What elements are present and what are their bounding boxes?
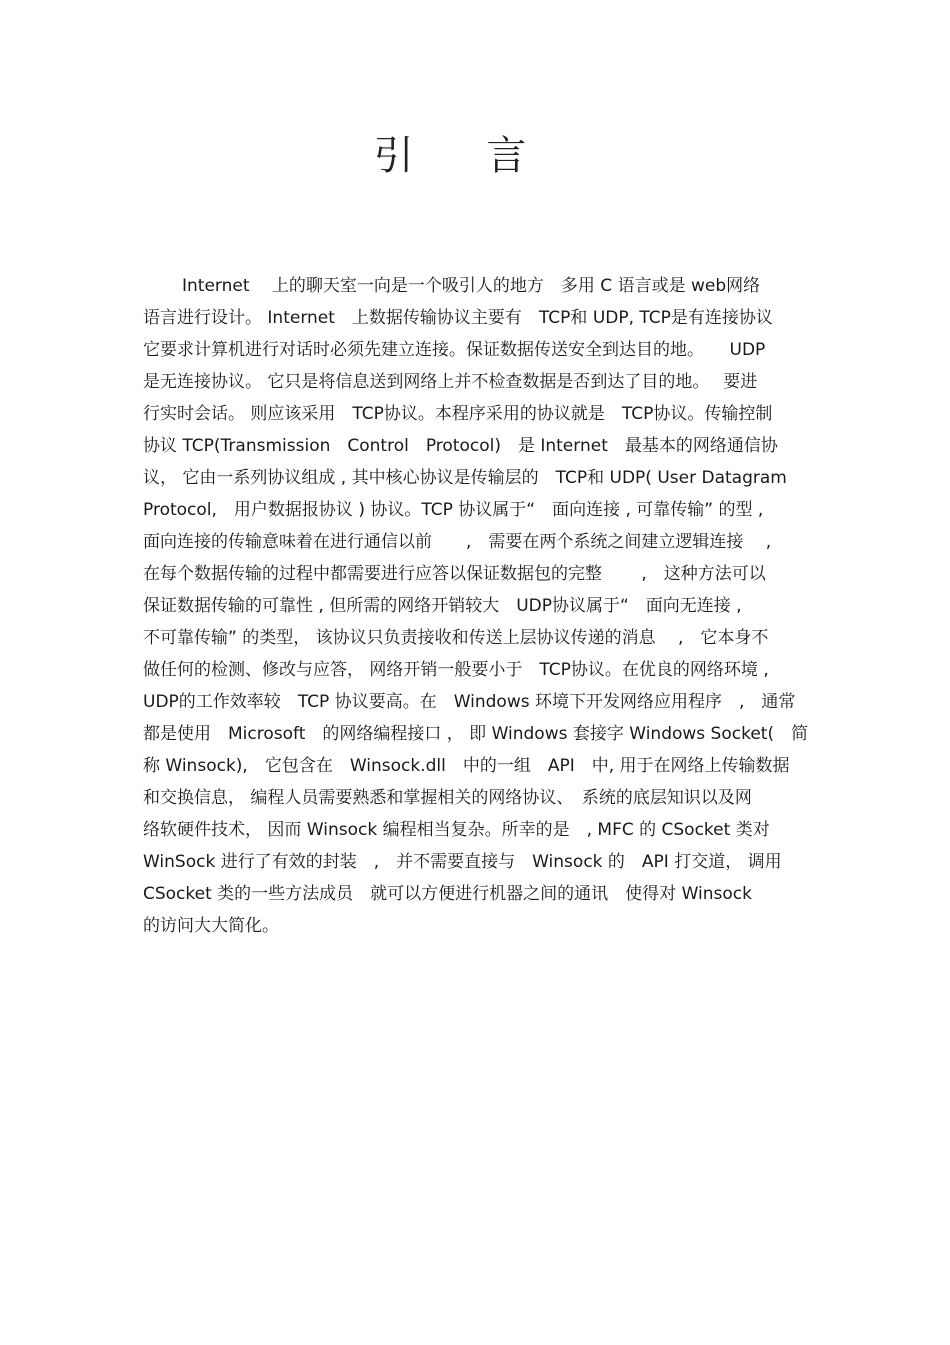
text-line: UDP的工作效率较 TCP 协议要高。在 Windows 环境下开发网络应用程序 , 通常 bbox=[143, 692, 796, 712]
text-line: WinSock 进行了有效的封装 , 并不需要直接与 Winsock 的 API 打交道， 调用 bbox=[143, 852, 782, 872]
page-title: 引 言 bbox=[373, 133, 557, 179]
text-line: 它要求计算机进行对话时必须先建立连接。保证数据传送安全到达目的地。 UDP bbox=[143, 340, 766, 360]
text-line: 在每个数据传输的过程中都需要进行应答以保证数据包的完整 , 这种方法可以 bbox=[143, 564, 766, 584]
text-line: 都是使用 Microsoft 的网络编程接口 ， 即 Windows 套接字 Windows Socket( 简 bbox=[143, 724, 809, 744]
text-line: 协议 TCP(Transmission Control Protocol) 是 Internet 最基本的网络通信协 bbox=[143, 436, 778, 456]
text-line: 络软硬件技术， 因而 Winsock 编程相当复杂。所幸的是 , MFC 的 CSocket 类对 bbox=[143, 820, 770, 840]
text-line: 保证数据传输的可靠性 , 但所需的网络开销较大 UDP协议属于“ 面向无连接 , bbox=[143, 596, 742, 616]
text-line: 是无连接协议。 它只是将信息送到网络上并不检查数据是否到达了目的地。 要进 bbox=[143, 372, 758, 392]
text-line: Internet 上的聊天室一向是一个吸引人的地方 多用 C 语言或是 web网络 bbox=[182, 276, 761, 296]
text-line: 的访问大大简化。 bbox=[143, 916, 279, 936]
body-paragraph bbox=[143, 270, 823, 942]
text-line: CSocket 类的一些方法成员 就可以方便进行机器之间的通讯 使得对 Winsock bbox=[143, 884, 752, 904]
text-line: Protocol, 用户数据报协议 ) 协议。TCP 协议属于“ 面向连接 , 可靠传输” 的型 , bbox=[143, 500, 764, 520]
text-line: 议， 它由一系列协议组成 , 其中核心协议是传输层的 TCP和 UDP( User Datagram bbox=[143, 468, 787, 488]
text-line: 不可靠传输” 的类型， 该协议只负责接收和传送上层协议传递的消息 , 它本身不 bbox=[143, 628, 769, 648]
text-line: 做任何的检测、修改与应答， 网络开销一般要小于 TCP协议。在优良的网络环境 , bbox=[143, 660, 769, 680]
text-line: 面向连接的传输意味着在进行通信以前 , 需要在两个系统之间建立逻辑连接 , bbox=[143, 532, 772, 552]
text-line: 称 Winsock), 它包含在 Winsock.dll 中的一组 API 中, 用于在网络上传输数据 bbox=[143, 756, 790, 776]
text-line: 语言进行设计。 Internet 上数据传输协议主要有 TCP和 UDP, TCP是有连接协议 bbox=[143, 308, 773, 328]
text-line: 和交换信息， 编程人员需要熟悉和掌握相关的网络协议、 系统的底层知识以及网 bbox=[143, 788, 752, 808]
text-line: 行实时会话。 则应该采用 TCP协议。本程序采用的协议就是 TCP协议。传输控制 bbox=[143, 404, 773, 424]
